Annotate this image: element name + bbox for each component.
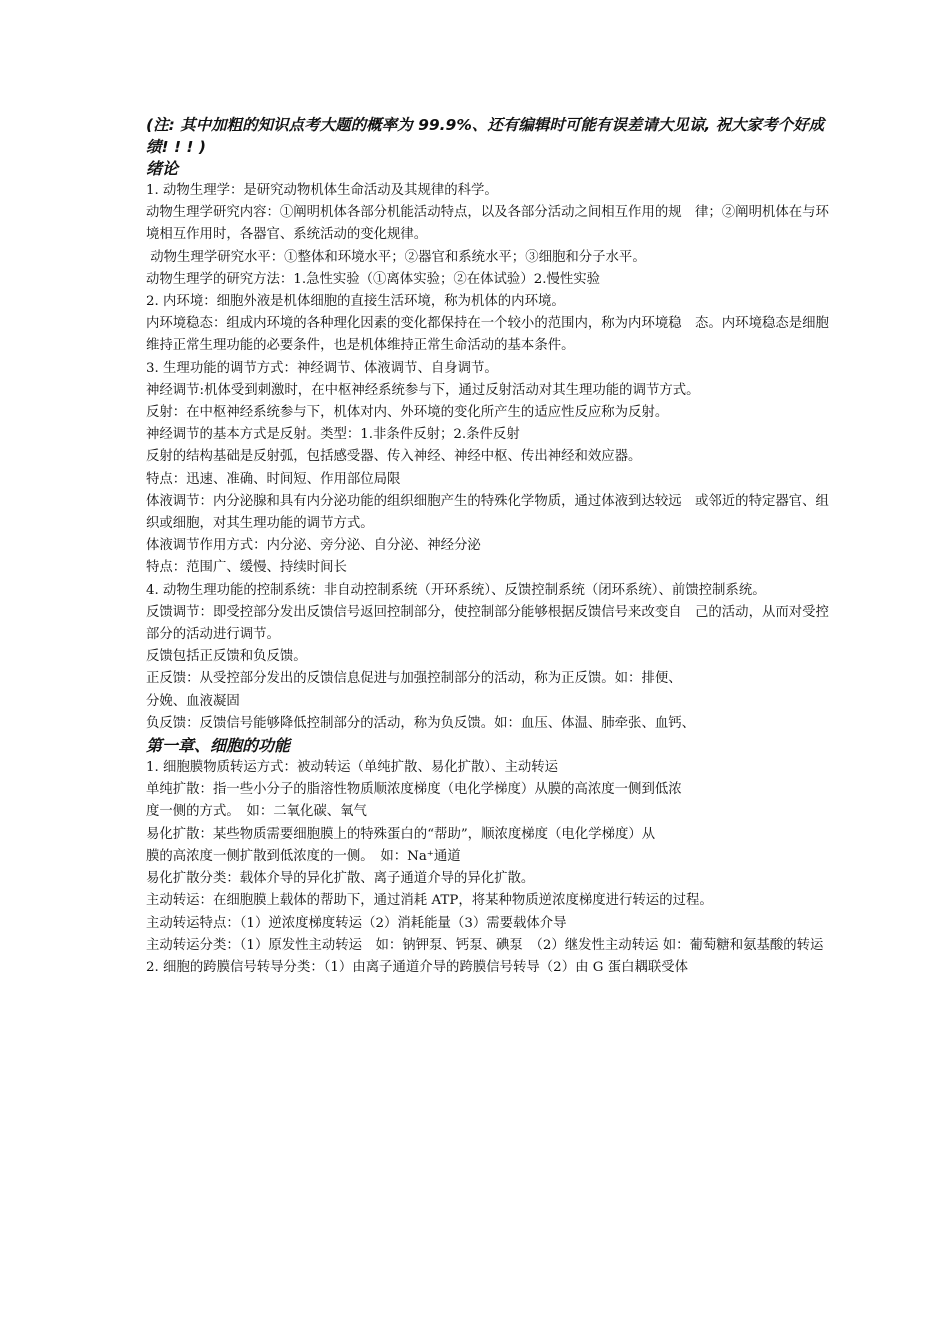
paragraph: 反射：在中枢神经系统参与下，机体对内、外环境的变化所产生的适应性反应称为反射。 — [146, 405, 669, 421]
paragraph: 体液调节：内分泌腺和具有内分泌功能的组织细胞产生的特殊化学物质，通过体液到达较远 或邻近的特定器官、组织或细胞，对其生理功能的调节方式。 — [146, 493, 829, 532]
paragraph: 神经调节的基本方式是反射。类型：1.非条件反射；2.条件反射 — [146, 427, 520, 443]
paragraph: 正反馈：从受控部分发出的反馈信息促进与加强控制部分的活动，称为正反馈。如：排便、 分娩、血液凝固 — [146, 671, 682, 709]
section-chapter-1 — [146, 735, 836, 979]
paragraph: 主动转运分类：（1）原发性主动转运 如：钠钾泵、钙泵、碘泵 （2）继发性主动转运 如：葡萄糖和氨基酸的转运 — [146, 937, 824, 953]
paragraph: 体液调节作用方式：内分泌、旁分泌、自分泌、神经分泌 — [146, 538, 481, 554]
paragraph: 动物生理学的研究方法：1.急性实验（①离体实验；②在体试验）2.慢性实验 — [146, 271, 601, 287]
document-body — [146, 114, 836, 979]
paragraph: 反射的结构基础是反射弧，包括感受器、传入神经、神经中枢、传出神经和效应器。 — [146, 449, 642, 465]
section-heading: 第一章、细胞的功能 — [146, 736, 291, 756]
paragraph: 2. 内环境：细胞外液是机体细胞的直接生活环境，称为机体的内环境。 — [146, 294, 565, 310]
paragraph: 内环境稳态：组成内环境的各种理化因素的变化都保持在一个较小的范围内，称为内环境稳 态。内环境稳态是细胞维持正常生理功能的必要条件，也是机体维持正常生命活动的基本条件。 — [146, 316, 829, 354]
paragraph: 主动转运：在细胞膜上载体的帮助下，通过消耗 ATP，将某种物质逆浓度梯度进行转运的过程。 — [146, 893, 713, 909]
paragraph: 3. 生理功能的调节方式：神经调节、体液调节、自身调节。 — [146, 360, 498, 376]
paragraph: 特点：范围广、缓慢、持续时间长 — [146, 560, 347, 576]
paragraph: 神经调节:机体受到刺激时，在中枢神经系统参与下，通过反射活动对其生理功能的调节方式。 — [146, 382, 700, 398]
paragraph: 1. 细胞膜物质转运方式：被动转运（单纯扩散、易化扩散）、主动转运 — [146, 760, 559, 776]
paragraph: 负反馈：反馈信号能够降低控制部分的活动，称为负反馈。如：血压、体温、肺牵张、血钙、 — [146, 715, 696, 731]
paragraph: 单纯扩散：指一些小分子的脂溶性物质顺浓度梯度（电化学梯度）从膜的高浓度一侧到低浓 度一侧的方式。 如：二氧化碳、氧气 — [146, 782, 682, 820]
paragraph: 反馈包括正反馈和负反馈。 — [146, 649, 307, 665]
section-intro — [146, 158, 836, 735]
paragraph: 2. 细胞的跨膜信号转导分类：（1）由离子通道介导的跨膜信号转导（2）由 G 蛋白耦联受体 — [146, 959, 689, 975]
paragraph: 易化扩散分类：载体介导的异化扩散、离子通道介导的异化扩散。 — [146, 871, 535, 887]
paragraph: 动物生理学研究内容：①阐明机体各部分机能活动特点，以及各部分活动之间相互作用的规 律；②阐明机体在与环境相互作用时，各器官、系统活动的变化规律。 — [146, 205, 829, 243]
paragraph: 反馈调节：即受控部分发出反馈信号返回控制部分，使控制部分能够根据反馈信号来改变自 己的活动，从而对受控部分的活动进行调节。 — [146, 604, 829, 643]
paragraph: 易化扩散：某些物质需要细胞膜上的特殊蛋白的“帮助”，顺浓度梯度（电化学梯度）从 膜的高浓度一侧扩散到低浓度的一侧。 如：Na⁺通道 — [146, 826, 656, 864]
paragraph: 动物生理学研究水平：①整体和环境水平；②器官和系统水平；③细胞和分子水平。 — [146, 249, 646, 265]
section-heading: 绪论 — [146, 159, 179, 178]
paragraph: 主动转运特点：（1）逆浓度梯度转运（2）消耗能量（3）需要载体介导 — [146, 915, 567, 931]
exam-note: (注: 其中加粗的知识点考大题的概率为 99.9%、还有编辑时可能有误差请大见谅, 祝大家考个好成绩! ! ! ) — [146, 116, 825, 156]
paragraph: 特点：迅速、准确、时间短、作用部位局限 — [146, 471, 401, 487]
paragraph: 1. 动物生理学：是研究动物机体生命活动及其规律的科学。 — [146, 183, 498, 198]
paragraph: 4. 动物生理功能的控制系统：非自动控制系统（开环系统）、反馈控制系统（闭环系统）、前馈控制系统。 — [146, 582, 766, 598]
